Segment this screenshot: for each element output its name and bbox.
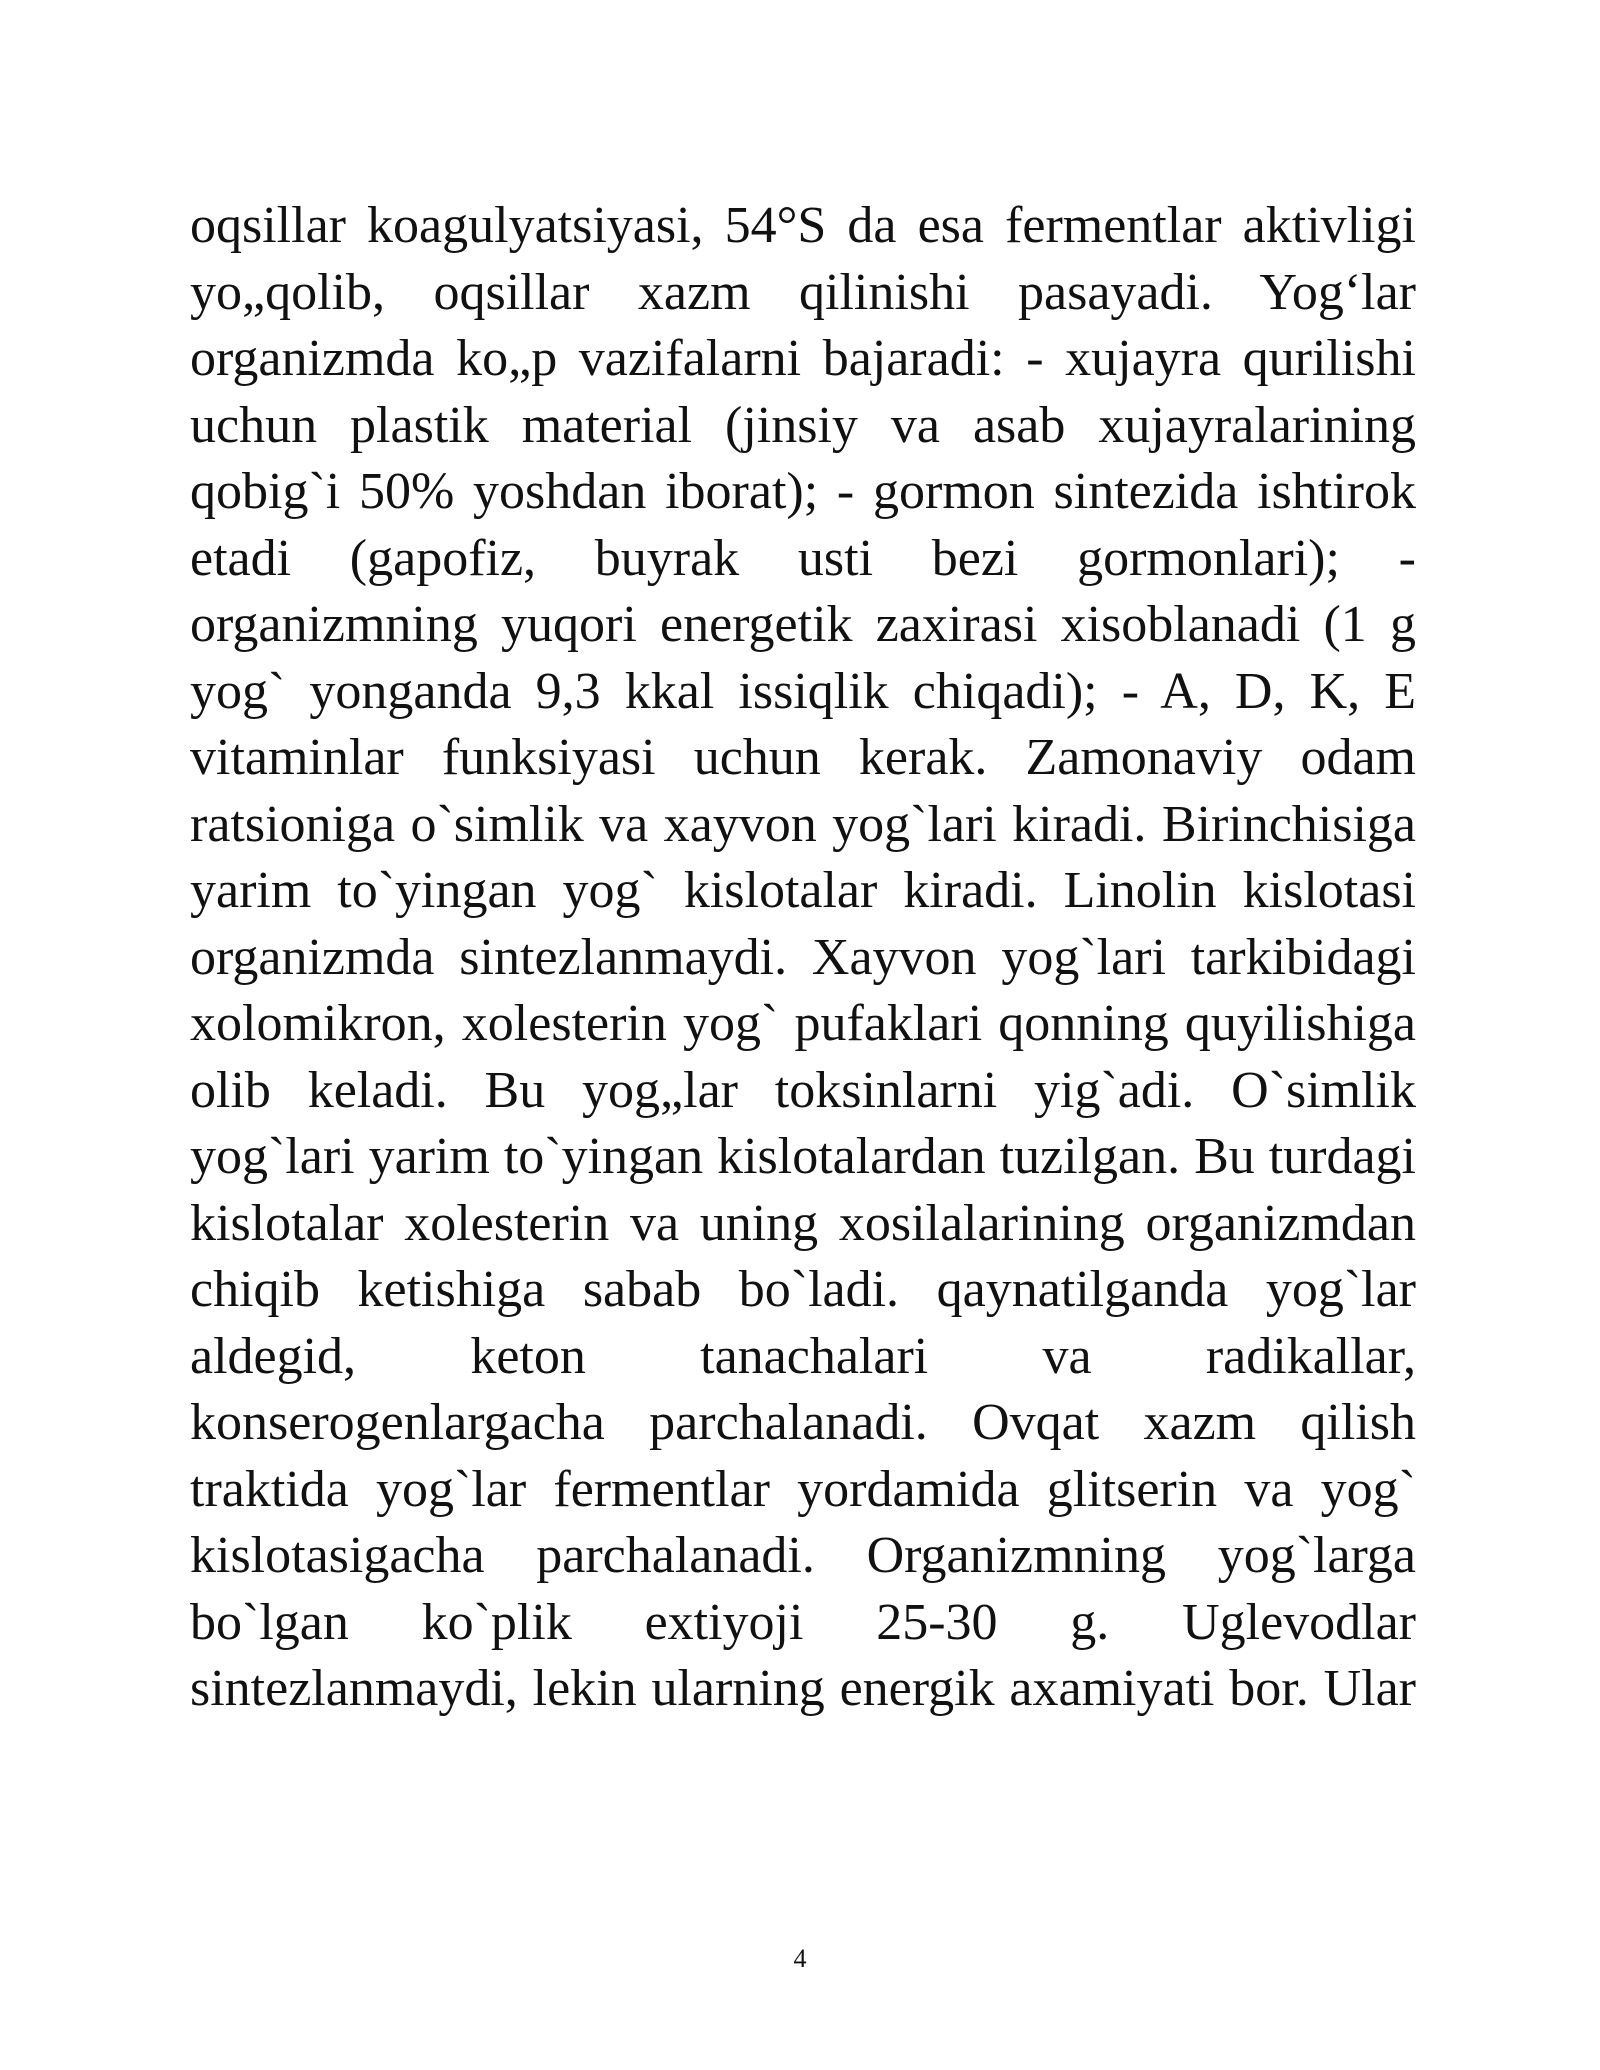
page-number: 4 <box>793 1944 807 1973</box>
body-paragraph: oqsillar koagulyatsiyasi, 54°S da esa fermentlar aktivligi yo„qolib, oqsillar xazm qilinishi pasayadi. Yog‘lar organizmda ko„p vazifalarni bajaradi: - xujayra qurilishi uchun plastik material (jinsiy va asab xujayralarining qobig`i 50% yoshdan iborat); - gormon sintezida ishtirok etadi (gapofiz, buyrak usti bezi gormonlari); - organizmning yuqori energetik zaxirasi xisoblanadi (1 g yog` yonganda 9,3 kkal issiqlik chiqadi); - A, D, K, E vitaminlar funksiyasi uchun kerak. Zamonaviy odam ratsioniga o`simlik va xayvon yog`lari kiradi. Birinchisiga yarim to`yingan yog` kislotalar kiradi. Linolin kislotasi organizmda sintezlanmaydi. Xayvon yog`lari tarkibidagi xolomikron, xolesterin yog` pufaklari qonning quyilishiga olib keladi. Bu yog„lar toksinlarni yig`adi. O`simlik yog`lari yarim to`yingan kislotalardan tuzilgan. Bu turdagi kislotalar xolesterin va uning xosilalarining organizmdan chiqib ketishiga sabab bo`ladi. qaynatilganda yog`lar aldegid, keton tanachalari va radikallar, konserogenlargacha parchalanadi. Ovqat xazm qilish traktida yog`lar fermentlar yordamida glitserin va yog` kislotasigacha parchalanadi. Organizmning yog`larga bo`lgan ko`plik extiyoji 25-30 g. Uglevodlar sintezlanmaydi, lekin ularning energik axamiyati bor. Ular <box>190 197 1416 1717</box>
